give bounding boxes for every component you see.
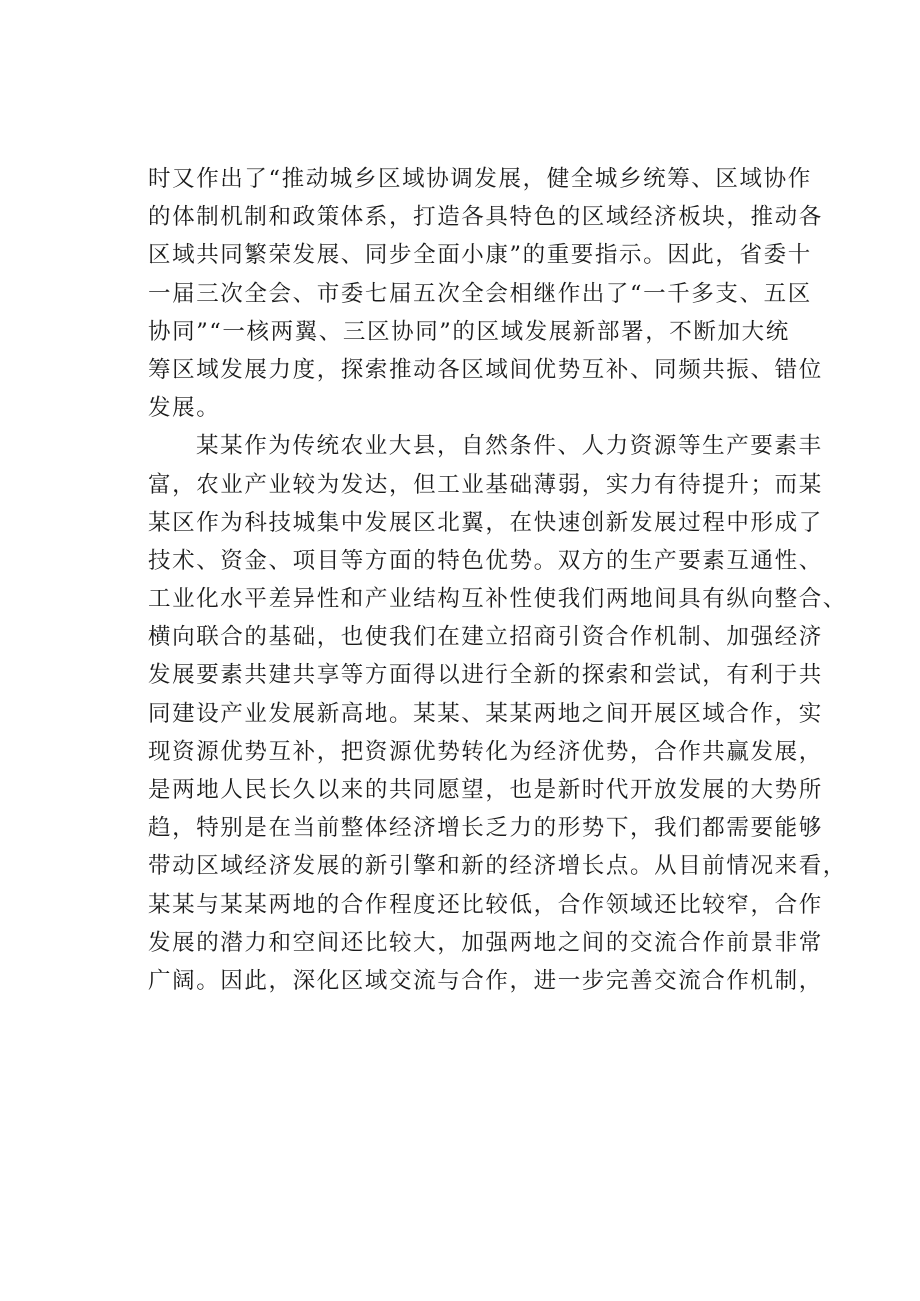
paragraph-line: 某某作为传统农业大县，自然条件、人力资源等生产要素丰 xyxy=(196,433,823,460)
paragraph-line: 发展的潜力和空间还比较大，加强两地之间的交流合作前景非常 xyxy=(148,929,823,956)
paragraph-line: 现资源优势互补，把资源优势转化为经济优势，合作共赢发展， xyxy=(148,738,823,765)
paragraph-line: 区域共同繁荣发展、同步全面小康”的重要指示。因此，省委十 xyxy=(148,242,812,269)
paragraph-line: 协同”“一核两翼、三区协同”的区域发展新部署，不断加大统 xyxy=(148,318,790,345)
paragraph-line: 是两地人民长久以来的共同愿望，也是新时代开放发展的大势所 xyxy=(148,777,823,803)
paragraph-line: 某区作为科技城集中发展区北翼，在快速创新发展过程中形成了 xyxy=(148,509,823,536)
paragraph-1 xyxy=(148,160,823,427)
paragraph-line: 横向联合的基础，也使我们在建立招商引资合作机制、加强经济 xyxy=(148,624,823,651)
paragraph-line: 筹区域发展力度，探索推动各区域间优势互补、同频共振、错位 xyxy=(148,356,823,383)
paragraph-line: 时又作出了“推动城乡区域协调发展，健全城乡统筹、区域协作 xyxy=(148,166,812,192)
paragraph-line: 技术、资金、项目等方面的特色优势。双方的生产要素互通性、 xyxy=(148,547,823,574)
paragraph-line: 趋，特别是在当前整体经济增长乏力的形势下，我们都需要能够 xyxy=(148,815,823,842)
body-text xyxy=(148,160,847,1000)
paragraph-line: 发展。 xyxy=(148,395,221,422)
paragraph-line: 一届三次全会、市委七届五次全会相继作出了“一千多支、五区 xyxy=(148,280,812,307)
paragraph-line: 发展要素共建共享等方面得以进行全新的探索和尝试，有利于共 xyxy=(148,662,823,689)
paragraph-line: 某某与某某两地的合作程度还比较低，合作领域还比较窄，合作 xyxy=(148,891,823,918)
paragraph-line: 工业化水平差异性和产业结构互补性使我们两地间具有纵向整合、 xyxy=(148,586,847,613)
paragraph-line: 广阔。因此，深化区域交流与合作，进一步完善交流合作机制， xyxy=(148,967,823,994)
paragraph-2 xyxy=(148,427,847,1000)
paragraph-line: 的体制机制和政策体系，打造各具特色的区域经济板块，推动各 xyxy=(148,204,823,231)
paragraph-line: 富，农业产业较为发达，但工业基础薄弱，实力有待提升；而某 xyxy=(148,471,823,498)
paragraph-line: 同建设产业发展新高地。某某、某某两地之间开展区域合作，实 xyxy=(148,700,823,727)
paragraph-line: 带动区域经济发展的新引擎和新的经济增长点。从目前情况来看， xyxy=(148,853,847,880)
